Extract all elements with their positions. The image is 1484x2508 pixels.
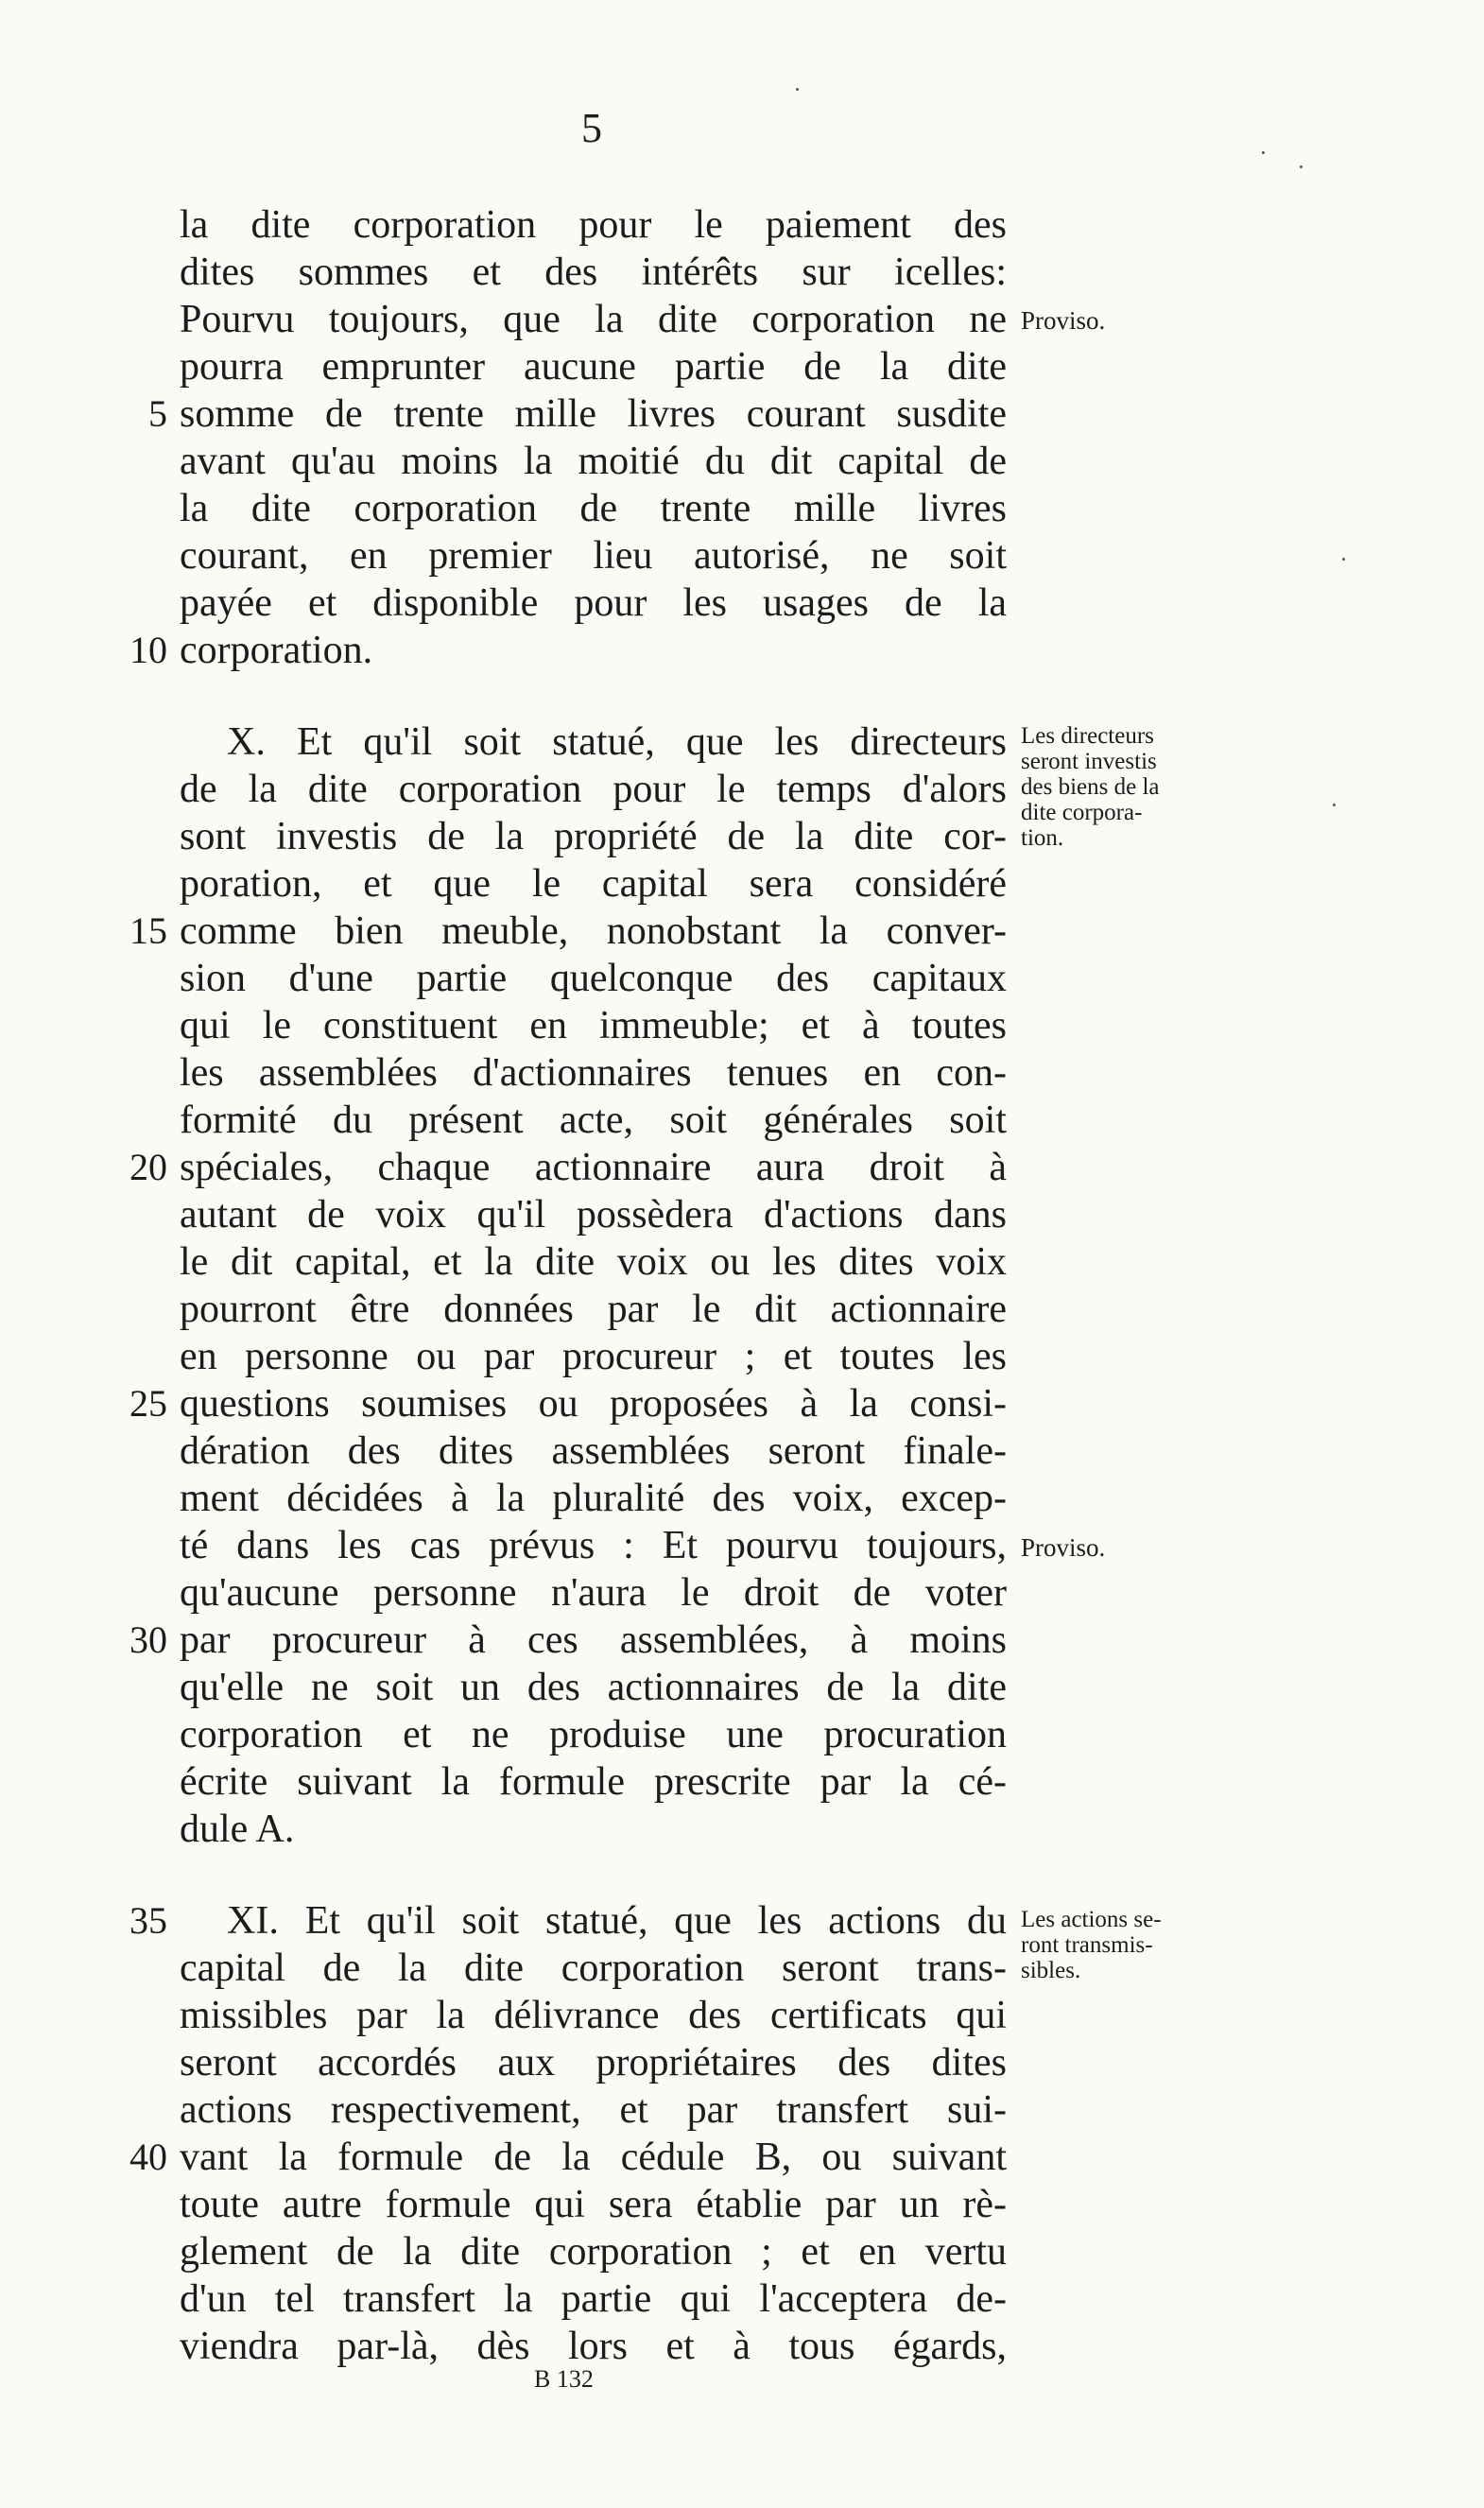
line-number: 40 bbox=[129, 2136, 167, 2178]
line-number: 30 bbox=[129, 1618, 167, 1661]
line-number: 25 bbox=[129, 1382, 167, 1425]
text-line: avant qu'au moins la moitié du dit capital de bbox=[180, 440, 1007, 483]
text-line: les assemblées d'actionnaires tenues en con- bbox=[180, 1051, 1007, 1095]
text-line: la dite corporation pour le paiement des bbox=[180, 203, 1007, 247]
text-line: pourra emprunter aucune partie de la dite bbox=[180, 345, 1007, 389]
text-line: poration, et que le capital sera considéré bbox=[180, 862, 1007, 906]
text-line: sion d'une partie quelconque des capitaux bbox=[180, 957, 1007, 1000]
text-line: corporation. bbox=[180, 629, 373, 672]
text-line: la dite corporation de trente mille livres bbox=[180, 487, 1007, 530]
text-line: payée et disponible pour les usages de la bbox=[180, 581, 1007, 625]
scan-speck bbox=[1262, 151, 1265, 154]
line-number: 15 bbox=[129, 909, 167, 952]
text-line: courant, en premier lieu autorisé, ne soit bbox=[180, 534, 1007, 578]
line-number: 5 bbox=[148, 392, 167, 435]
text-line: dule A. bbox=[180, 1807, 295, 1851]
scan-speck bbox=[1342, 558, 1345, 561]
text-line: questions soumises ou proposées à la consi- bbox=[180, 1382, 1007, 1426]
text-line: glement de la dite corporation ; et en vertu bbox=[180, 2230, 1007, 2274]
text-line: de la dite corporation pour le temps d'alors bbox=[180, 768, 1007, 811]
text-line: par procureur à ces assemblées, à moins bbox=[180, 1618, 1007, 1662]
margin-note-proviso: Proviso. bbox=[1021, 1533, 1106, 1562]
text-line: qu'aucune personne n'aura le droit de voter bbox=[180, 1571, 1007, 1615]
text-line: somme de trente mille livres courant susdite bbox=[180, 392, 1007, 436]
page-number: 5 bbox=[581, 105, 602, 151]
text-line: vant la formule de la cédule B, ou suivant bbox=[180, 2136, 1007, 2179]
margin-note-proviso: Proviso. bbox=[1021, 306, 1106, 335]
text-line: actions respectivement, et par transfert sui- bbox=[180, 2088, 1007, 2132]
text-line: en personne ou par procureur ; et toutes les bbox=[180, 1335, 1007, 1378]
text-line: autant de voix qu'il possèdera d'actions dans bbox=[180, 1193, 1007, 1237]
text-line: pourront être données par le dit actionnaire bbox=[180, 1288, 1007, 1331]
text-line: corporation et ne produise une procuration bbox=[180, 1713, 1007, 1756]
text-line: le dit capital, et la dite voix ou les dites voix bbox=[180, 1240, 1007, 1284]
text-line: dération des dites assemblées seront finale- bbox=[180, 1429, 1007, 1473]
section-x-heading-line: X. Et qu'il soit statué, que les directeurs bbox=[227, 720, 1007, 764]
line-number: 35 bbox=[129, 1899, 167, 1942]
line-number: 10 bbox=[129, 629, 167, 671]
text-line: viendra par-là, dès lors et à tous égards, bbox=[180, 2325, 1007, 2368]
scan-speck bbox=[796, 88, 799, 91]
text-line: d'un tel transfert la partie qui l'acceptera de- bbox=[180, 2277, 1007, 2321]
text-line: qui le constituent en immeuble; et à toutes bbox=[180, 1004, 1007, 1047]
text-line: seront accordés aux propriétaires des dites bbox=[180, 2041, 1007, 2084]
text-line: Pourvu toujours, que la dite corporation ne bbox=[180, 298, 1007, 341]
line-number: 20 bbox=[129, 1146, 167, 1188]
scan-speck bbox=[1333, 804, 1336, 806]
scan-speck bbox=[1300, 165, 1303, 168]
text-line: té dans les cas prévus : Et pourvu toujours, bbox=[180, 1524, 1007, 1567]
text-line: comme bien meuble, nonobstant la conver- bbox=[180, 909, 1007, 953]
text-line: qu'elle ne soit un des actionnaires de la dite bbox=[180, 1666, 1007, 1709]
text-line: formité du présent acte, soit générales soit bbox=[180, 1098, 1007, 1142]
text-line: dites sommes et des intérêts sur icelles: bbox=[180, 251, 1007, 294]
text-line: spéciales, chaque actionnaire aura droit à bbox=[180, 1146, 1007, 1189]
text-line: écrite suivant la formule prescrite par la cé- bbox=[180, 1760, 1007, 1804]
text-line: sont investis de la propriété de la dite cor- bbox=[180, 815, 1007, 858]
text-line: missibles par la délivrance des certificats qui bbox=[180, 1994, 1007, 2037]
text-line: capital de la dite corporation seront trans- bbox=[180, 1946, 1007, 1990]
margin-note-directeurs: Les directeurs seront investis des biens de la dite corpora- tion. bbox=[1021, 723, 1160, 851]
text-line: ment décidées à la pluralité des voix, excep- bbox=[180, 1477, 1007, 1520]
section-xi-heading-line: XI. Et qu'il soit statué, que les actions du bbox=[227, 1899, 1007, 1943]
margin-note-actions: Les actions se- ront transmis- sibles. bbox=[1021, 1907, 1162, 1983]
signature-mark: B 132 bbox=[534, 2365, 594, 2393]
text-line: toute autre formule qui sera établie par un rè- bbox=[180, 2183, 1007, 2226]
